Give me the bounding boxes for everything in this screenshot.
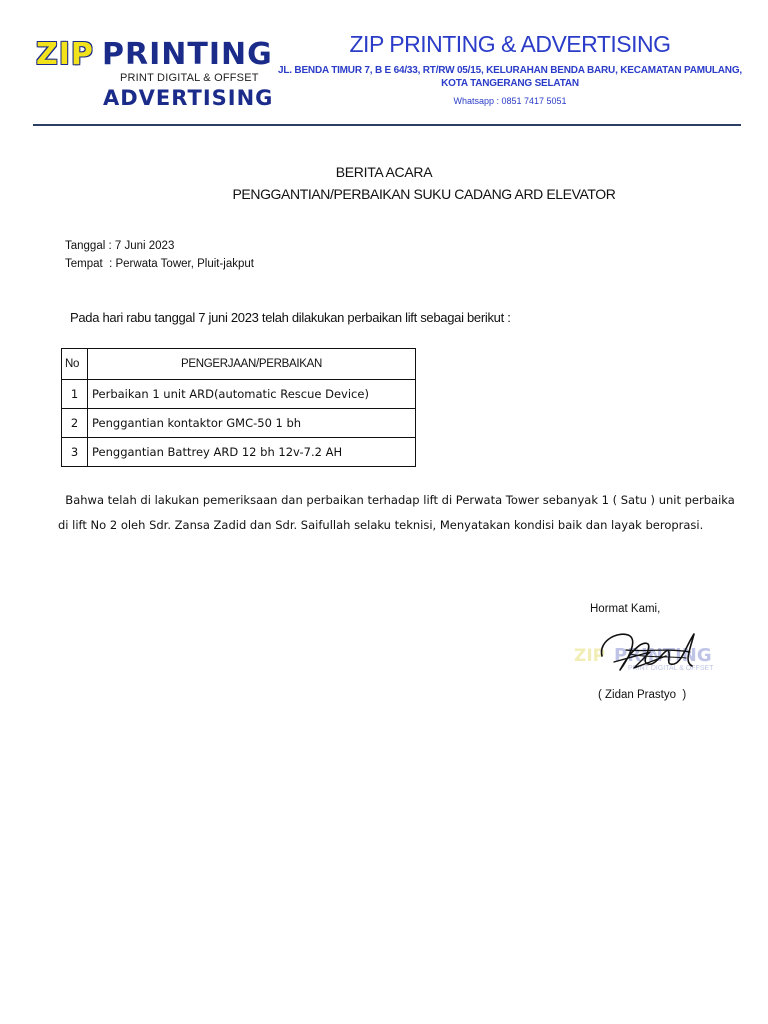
logo-subtitle: PRINT DIGITAL & OFFSET (120, 72, 259, 84)
table-row (62, 438, 416, 467)
date-line: Tanggal : 7 Juni 2023 (65, 240, 175, 252)
stamp-subtitle: PRINT DIGITAL & OFFSET (628, 665, 714, 672)
statement-line-2: di lift No 2 oleh Sdr. Zansa Zadid dan Sdr. Saifullah selaku teknisi, Menyatakan kondisi baik dan layak beroprasi. (58, 518, 704, 532)
table-header-row (62, 349, 416, 380)
place-line: Tempat : Perwata Tower, Pluit-jakput (65, 258, 254, 270)
stamp-printing: PRINTING (614, 645, 712, 666)
row-number: 1 (62, 380, 88, 409)
header-work: PENGERJAAN/PERBAIKAN (88, 349, 416, 380)
row-item: Penggantian kontaktor GMC-50 1 bh (88, 409, 416, 438)
statement-line-1: Bahwa telah di lakukan pemeriksaan dan perbaikan terhadap lift di Perwata Tower sebanyak 1 ( Satu ) unit perbaika (58, 493, 735, 507)
logo-printing-text: PRINTING (102, 37, 273, 72)
document-subtitle: PENGGANTIAN/PERBAIKAN SUKU CADANG ARD ELEVATOR (232, 186, 616, 202)
row-number: 3 (62, 438, 88, 467)
signer-name: ( Zidan Prastyo ) (598, 689, 687, 701)
table-row (62, 409, 416, 438)
logo-advertising-text: ADVERTISING (103, 86, 274, 110)
row-number: 2 (62, 409, 88, 438)
work-table (61, 348, 416, 467)
address-line-1: JL. BENDA TIMUR 7, B E 64/33, RT/RW 05/15, KELURAHAN BENDA BARU, KECAMATAN PAMULANG, (278, 65, 742, 76)
intro-text: Pada hari rabu tanggal 7 juni 2023 telah dilakukan perbaikan lift sebagai berikut : (70, 310, 511, 325)
stamp-zip: ZIP (574, 646, 606, 666)
company-whatsapp: Whatsapp : 0851 7417 5051 (453, 96, 567, 106)
address-line-2: KOTA TANGERANG SELATAN (441, 78, 579, 89)
header-divider (33, 124, 741, 126)
header-no: No (62, 349, 88, 380)
table-row (62, 380, 416, 409)
statement-paragraph (58, 488, 758, 538)
row-item: Penggantian Battrey ARD 12 bh 12v-7.2 AH (88, 438, 416, 467)
row-item: Perbaikan 1 unit ARD(automatic Rescue Device) (88, 380, 416, 409)
closing-text: Hormat Kami, (590, 603, 661, 615)
logo-zip-text: ZIP (36, 37, 94, 72)
company-name: ZIP PRINTING & ADVERTISING (349, 31, 671, 57)
signature-graphic (590, 622, 710, 682)
document-title: BERITA ACARA (335, 164, 433, 180)
company-address (276, 64, 744, 90)
